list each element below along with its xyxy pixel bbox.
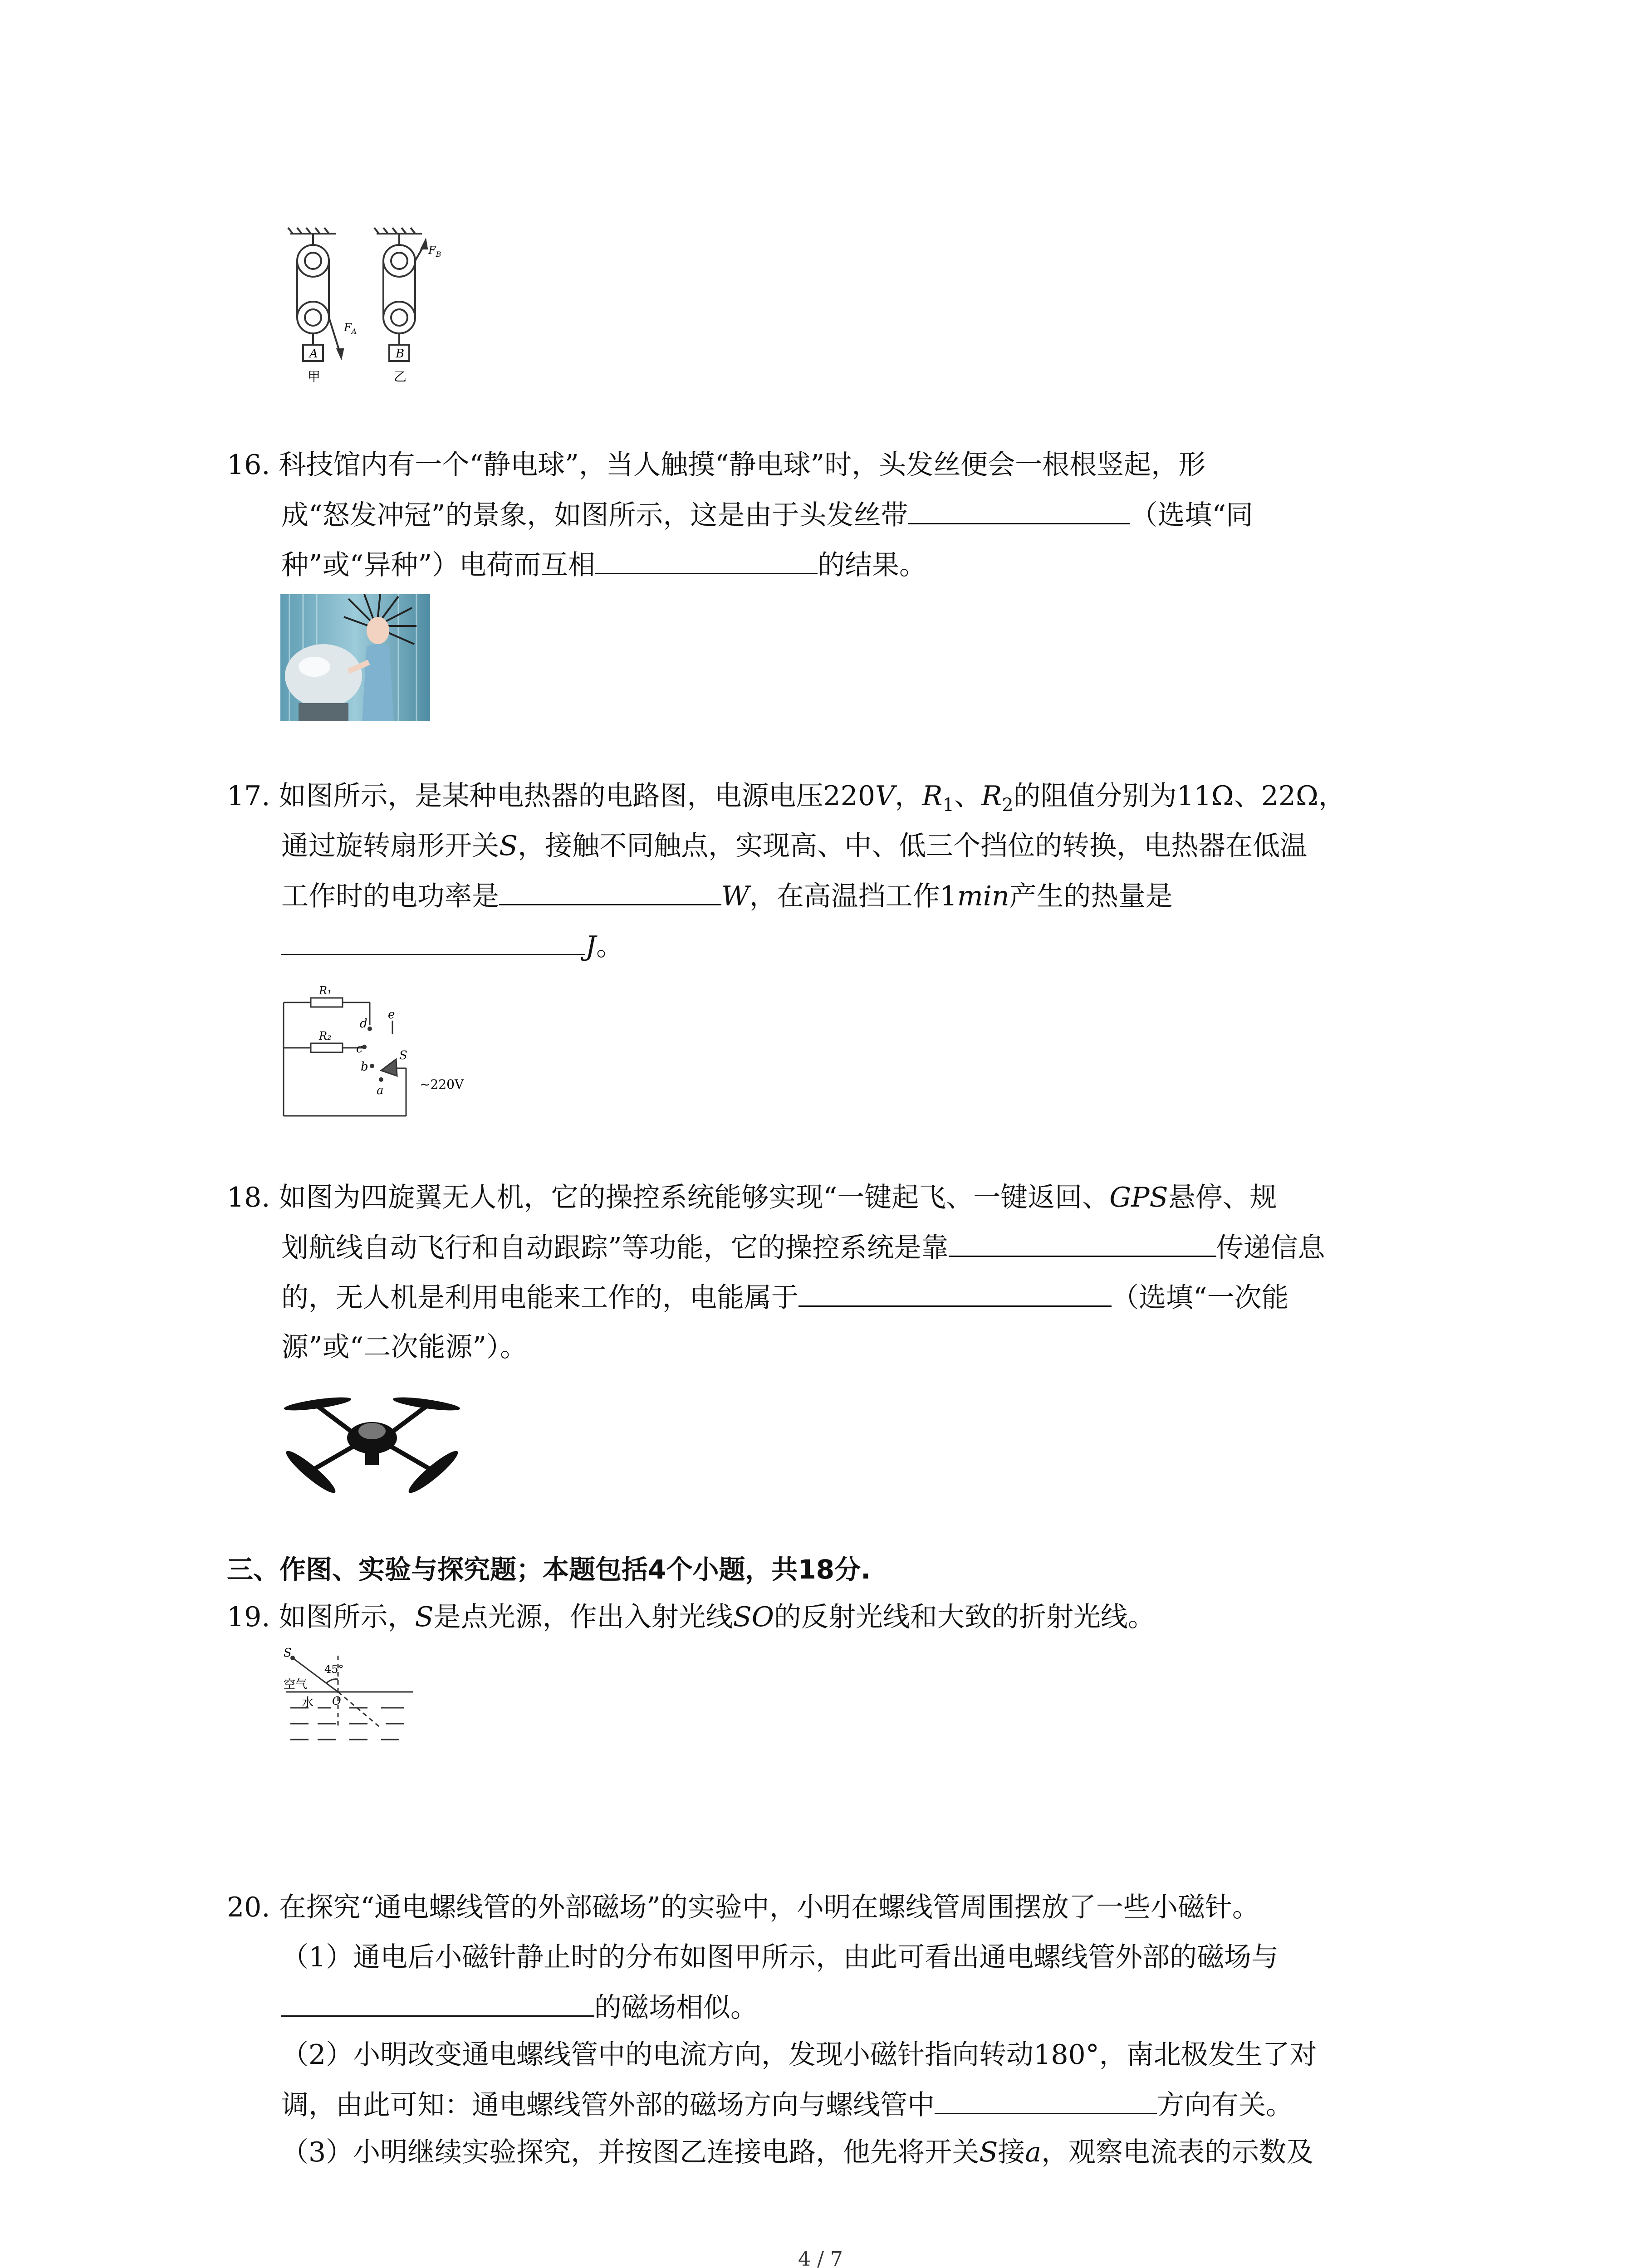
pulley-caption-jia: 甲 [308, 369, 321, 384]
q18-line4: 源”或“二次能源”）。 [281, 1331, 528, 1363]
refraction-figure [281, 1647, 417, 1760]
page-number: 4 / 7 [798, 2248, 843, 2268]
circuit-voltage: ~220V [420, 1077, 464, 1092]
pulley-caption-yi: 乙 [394, 369, 407, 384]
q18-blank-2[interactable] [798, 1279, 1112, 1307]
circuit-d: d [360, 1017, 367, 1031]
q18-blank-1[interactable] [949, 1229, 1216, 1257]
q20-blank-2[interactable] [935, 2087, 1157, 2114]
q20-p1-line1: （1）通电后小磁针静止时的分布如图甲所示，由此可看出通电螺线管外部的磁场与 [281, 1941, 1279, 1973]
refraction-o: O [332, 1695, 341, 1707]
q17-line3: 工作时的电功率是 W，在高温挡工作1min产生的热量是 [281, 878, 1173, 914]
q16-blank-1[interactable] [908, 497, 1130, 524]
circuit-r2: R₂ [319, 1030, 332, 1042]
q20-blank-1[interactable] [281, 1989, 594, 2017]
q17-line1: 17. 如图所示，是某种电热器的电路图，电源电压220V，$R_1$、$R_2$的阻值分别为11Ω、22Ω， [227, 780, 1346, 816]
q19-line1: 19. 如图所示，S是点光源，作出入射光线SO的反射光线和大致的折射光线。 [227, 1601, 1155, 1633]
refraction-angle: 45° [324, 1663, 344, 1676]
circuit-r1: R₁ [319, 984, 332, 997]
drone-figure [281, 1379, 463, 1497]
refraction-air: 空气 [284, 1678, 308, 1691]
q20-line1: 20. 在探究“通电螺线管的外部磁场”的实验中，小明在螺线管周围摆放了一些小磁针。 [227, 1892, 1259, 1923]
refraction-s: S [284, 1647, 292, 1660]
pulley-label-a: A [309, 347, 318, 361]
section3-title: 三、作图、实验与探究题；本题包括4个小题，共18分. [227, 1554, 871, 1585]
q16-line3: 种”或“异种”）电荷而互相 的结果。 [281, 547, 926, 583]
static-ball-photo [280, 594, 430, 721]
circuit-b: b [361, 1060, 368, 1074]
q20-p3-line1: （3）小明继续实验探究，并按图乙连接电路，他先将开关S接a，观察电流表的示数及 [281, 2136, 1314, 2168]
q20-p1-line2: 的磁场相似。 [281, 1989, 758, 2026]
q18-line1: 18. 如图为四旋翼无人机，它的操控系统能够实现“一键起飞、一键返回、GPS悬停、规 [227, 1182, 1277, 1213]
q17-blank-1[interactable] [499, 878, 721, 905]
q16-line2: 成“怒发冲冠”的景象，如图所示，这是由于头发丝带 （选填“同 [281, 497, 1253, 533]
q16-line1: 16. 科技馆内有一个“静电球”，当人触摸“静电球”时，头发丝便会一根根竖起，形 [227, 449, 1206, 481]
circuit-s: S [399, 1049, 407, 1062]
pulley-force-b: $F_B$ [428, 244, 441, 259]
pulley-force-a: $F_A$ [344, 321, 357, 336]
circuit-e: e [388, 1008, 395, 1022]
q17-blank-2[interactable] [281, 928, 585, 955]
q16-blank-2[interactable] [595, 547, 818, 574]
refraction-water: 水 [302, 1696, 314, 1710]
circuit-c: c [356, 1042, 363, 1056]
q17-line4: J。 [281, 928, 623, 964]
q20-p2-line2: 调，由此可知：通电螺线管外部的磁场方向与螺线管中 方向有关。 [281, 2087, 1293, 2123]
q18-number: 18. [227, 1182, 270, 1213]
q19-number: 19. [227, 1601, 270, 1633]
q18-line3: 的，无人机是利用电能来工作的，电能属于 （选填“一次能 [281, 1279, 1289, 1316]
pulley-figure [281, 227, 499, 390]
q16-number: 16. [227, 449, 270, 481]
circuit-figure [279, 975, 497, 1120]
q18-line2: 划航线自动飞行和自动跟踪”等功能，它的操控系统是靠 传递信息 [281, 1229, 1325, 1266]
circuit-a: a [377, 1084, 384, 1097]
q17-line2: 通过旋转扇形开关S，接触不同触点，实现高、中、低三个挡位的转换，电热器在低温 [281, 830, 1308, 862]
q20-number: 20. [227, 1892, 270, 1923]
pulley-label-b: B [396, 347, 405, 361]
q17-number: 17. [227, 780, 270, 812]
q20-p2-line1: （2）小明改变通电螺线管中的电流方向，发现小磁针指向转动180°，南北极发生了对 [281, 2039, 1317, 2071]
